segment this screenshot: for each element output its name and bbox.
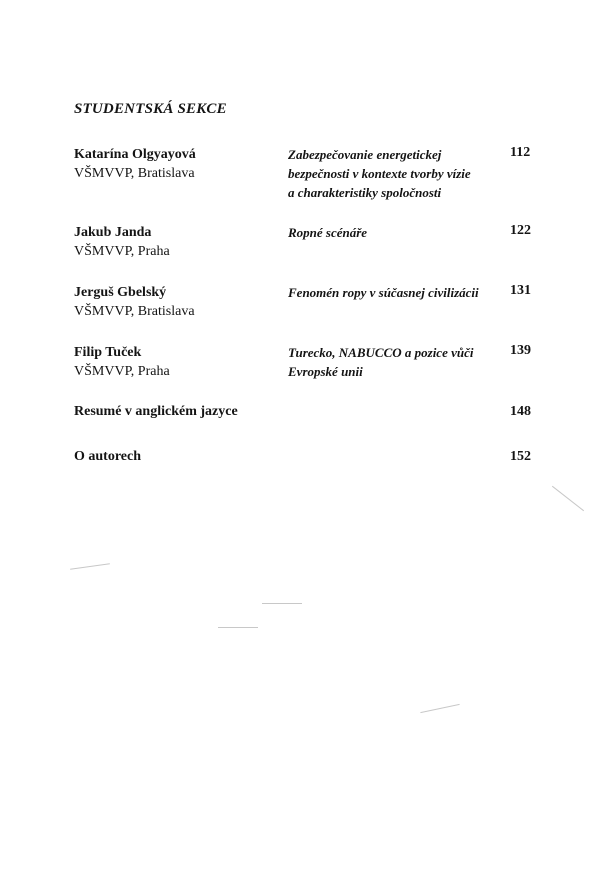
toc-entry-label: O autorech <box>74 449 142 464</box>
page-number: 112 <box>510 145 531 160</box>
toc-entry-label: Resumé v anglickém jazyce <box>74 404 238 419</box>
toc-entry-authors <box>74 449 534 469</box>
page-number: 131 <box>510 283 531 298</box>
article-title <box>288 343 503 381</box>
scan-mark <box>420 704 459 713</box>
author-block <box>74 145 196 183</box>
toc-entry <box>74 283 534 323</box>
author-name: Jerguš Gbelský <box>74 285 167 300</box>
author-institution: VŠMVVP, Bratislava <box>74 304 195 319</box>
article-title-line: a charakteristiky spoločnosti <box>288 185 442 200</box>
article-title-line: bezpečnosti v kontexte tvorby vízie <box>288 166 471 181</box>
author-name: Filip Tuček <box>74 345 142 360</box>
author-block <box>74 343 170 381</box>
page-number: 139 <box>510 343 531 358</box>
author-block <box>74 283 195 321</box>
author-institution: VŠMVVP, Praha <box>74 244 170 259</box>
author-institution: VŠMVVP, Bratislava <box>74 166 195 181</box>
page-number: 122 <box>510 223 531 238</box>
author-name: Jakub Janda <box>74 225 152 240</box>
scan-mark <box>218 627 258 628</box>
article-title-line: Evropské unii <box>288 364 363 379</box>
scan-mark <box>70 563 110 570</box>
author-block <box>74 223 170 261</box>
article-title <box>288 283 503 302</box>
article-title-line: Fenomén ropy v súčasnej civilizácii <box>288 285 479 300</box>
toc-entry-resume <box>74 404 534 424</box>
article-title-line: Ropné scénáře <box>288 225 368 240</box>
author-name: Katarína Olgyayová <box>74 147 196 162</box>
page-number: 152 <box>510 449 531 464</box>
section-title: STUDENTSKÁ SEKCE <box>74 101 227 117</box>
page-number: 148 <box>510 404 531 419</box>
scan-mark <box>262 603 302 604</box>
toc-entry <box>74 223 534 263</box>
scan-mark <box>552 486 584 511</box>
author-institution: VŠMVVP, Praha <box>74 364 170 379</box>
article-title <box>288 145 503 202</box>
article-title-line: Turecko, NABUCCO a pozice vůči <box>288 345 474 360</box>
article-title-line: Zabezpečovanie energetickej <box>288 147 442 162</box>
toc-entry <box>74 343 534 383</box>
article-title <box>288 223 503 242</box>
toc-entry <box>74 145 534 205</box>
